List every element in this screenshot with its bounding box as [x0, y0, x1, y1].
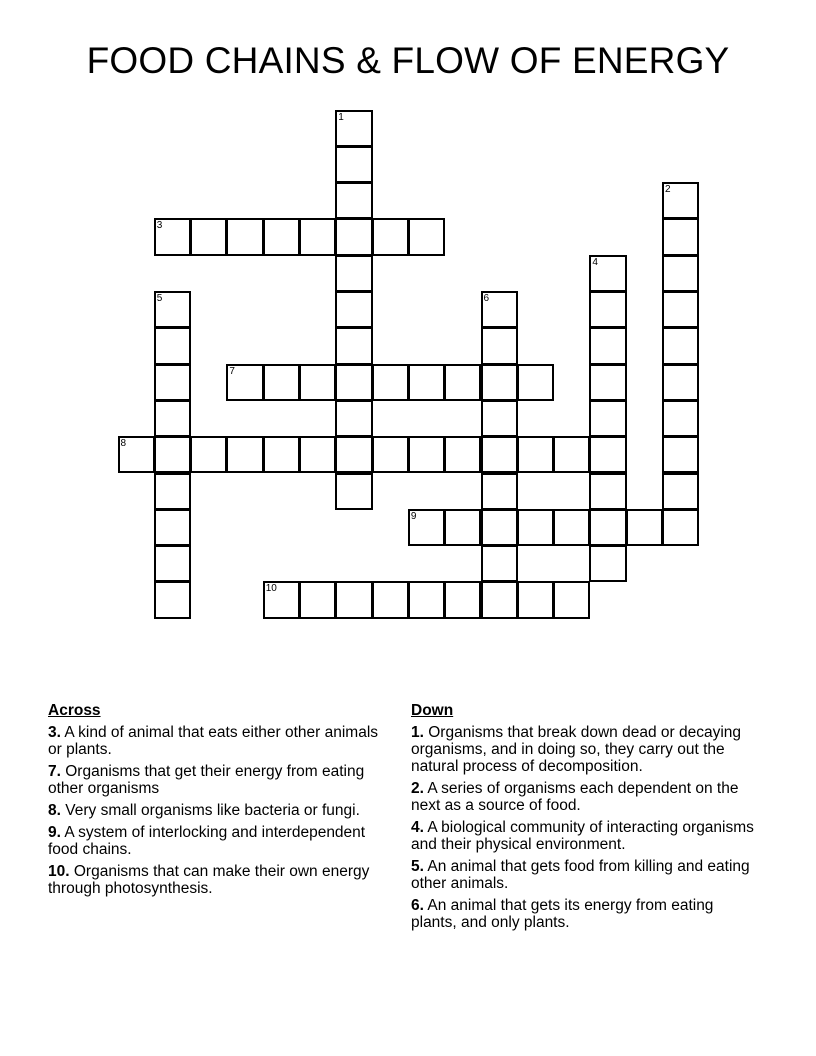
crossword-cell[interactable] — [481, 364, 518, 401]
clue-text: A biological community of interacting organisms and their physical environment. — [411, 819, 754, 853]
clue-text: Very small organisms like bacteria or fungi. — [65, 802, 360, 819]
across-clue-3 — [48, 724, 378, 758]
crossword-cell[interactable] — [589, 327, 626, 364]
crossword-cell[interactable] — [335, 146, 372, 183]
crossword-cell[interactable] — [335, 400, 372, 437]
cell-number: 6 — [483, 293, 490, 304]
clue-text: An animal that gets food from killing and eating other animals. — [411, 858, 750, 892]
cell-number: 4 — [592, 256, 598, 268]
crossword-cell[interactable] — [263, 581, 300, 618]
crossword-cell[interactable] — [553, 509, 590, 546]
crossword-cell[interactable] — [335, 364, 372, 401]
across-clue-8 — [48, 802, 378, 819]
crossword-cell[interactable] — [335, 255, 372, 292]
crossword-cell[interactable] — [481, 436, 518, 473]
clue-number: 7. — [48, 763, 61, 780]
crossword-cell[interactable] — [263, 364, 300, 401]
crossword-cell[interactable] — [626, 509, 663, 546]
clue-text: Organisms that get their energy from eating other organisms — [48, 763, 365, 797]
down-clue-6 — [411, 897, 756, 931]
across-clue-7 — [48, 763, 378, 797]
cell-number: 2 — [665, 184, 671, 196]
crossword-cell[interactable] — [589, 509, 626, 546]
down-heading: Down — [411, 702, 454, 719]
cell-number: 5 — [156, 293, 163, 304]
crossword-cell[interactable] — [335, 218, 372, 255]
crossword-cell[interactable] — [263, 218, 300, 255]
clue-text: A system of interlocking and interdependent food chains. — [48, 824, 366, 858]
crossword-cell[interactable] — [263, 436, 300, 473]
crossword-cell[interactable] — [372, 581, 409, 618]
crossword-cell[interactable] — [154, 400, 191, 437]
clue-number: 8. — [48, 802, 61, 819]
across-clues — [48, 702, 378, 902]
clue-text: Organisms that break down dead or decaying organisms, and in doing so, they carry out the natural process of decomposition. — [411, 724, 742, 775]
crossword-cell[interactable] — [226, 218, 263, 255]
crossword-cell[interactable] — [408, 581, 445, 618]
crossword-cell[interactable] — [662, 327, 699, 364]
crossword-cell[interactable] — [662, 291, 699, 328]
crossword-cell[interactable] — [517, 364, 554, 401]
down-clue-2 — [411, 780, 756, 814]
crossword-cell[interactable] — [662, 182, 699, 219]
crossword-cell[interactable] — [589, 473, 626, 510]
crossword-cell[interactable] — [589, 400, 626, 437]
across-clue-9 — [48, 824, 378, 858]
crossword-cell[interactable] — [372, 364, 409, 401]
crossword-cell[interactable] — [444, 509, 481, 546]
crossword-cell[interactable] — [154, 545, 191, 582]
crossword-cell[interactable] — [408, 436, 445, 473]
crossword-cell[interactable] — [553, 581, 590, 618]
crossword-cell[interactable] — [662, 473, 699, 510]
crossword-cell[interactable] — [481, 400, 518, 437]
crossword-cell[interactable] — [154, 291, 191, 328]
crossword-cell[interactable] — [662, 255, 699, 292]
down-clues — [411, 702, 756, 936]
crossword-cell[interactable] — [335, 581, 372, 618]
crossword-cell[interactable] — [662, 218, 699, 255]
crossword-cell[interactable] — [372, 218, 409, 255]
crossword-cell[interactable] — [517, 581, 554, 618]
clue-text: A kind of animal that eats either other animals or plants. — [48, 724, 379, 758]
crossword-cell[interactable] — [154, 218, 191, 255]
crossword-cell[interactable] — [299, 436, 336, 473]
crossword-cell[interactable] — [589, 291, 626, 328]
crossword-cell[interactable] — [226, 436, 263, 473]
down-clue-5 — [411, 858, 756, 892]
clue-number: 9. — [48, 824, 61, 841]
down-clue-4 — [411, 819, 756, 853]
crossword-cell[interactable] — [190, 436, 227, 473]
clue-number: 4. — [411, 819, 424, 836]
crossword-cell[interactable] — [589, 255, 626, 292]
crossword-cell[interactable] — [335, 182, 372, 219]
cell-number: 8 — [120, 438, 127, 450]
clue-number: 3. — [48, 724, 61, 741]
crossword-cell[interactable] — [190, 218, 227, 255]
clue-text: A series of organisms each dependent on the next as a source of food. — [411, 780, 739, 814]
crossword-cell[interactable] — [408, 364, 445, 401]
crossword-cell[interactable] — [662, 436, 699, 473]
crossword-cell[interactable] — [372, 436, 409, 473]
crossword-cell[interactable] — [299, 581, 336, 618]
crossword-cell[interactable] — [299, 364, 336, 401]
crossword-cell[interactable] — [481, 545, 518, 582]
crossword-cell[interactable] — [553, 436, 590, 473]
crossword-cell[interactable] — [154, 436, 191, 473]
across-heading: Across — [48, 702, 101, 719]
clue-number: 5. — [411, 858, 424, 875]
crossword-cell[interactable] — [154, 327, 191, 364]
crossword-cell[interactable] — [517, 509, 554, 546]
crossword-cell[interactable] — [335, 436, 372, 473]
cell-number: 7 — [229, 365, 235, 377]
crossword-cell[interactable] — [444, 581, 481, 618]
crossword-cell[interactable] — [154, 364, 191, 401]
clue-number: 6. — [411, 897, 424, 914]
clue-number: 1. — [411, 724, 424, 741]
page-title: FOOD CHAINS & FLOW OF ENERGY — [86, 40, 730, 81]
crossword-cell[interactable] — [662, 364, 699, 401]
crossword-cell[interactable] — [481, 327, 518, 364]
crossword-cell[interactable] — [154, 581, 191, 618]
cell-number: 9 — [410, 510, 417, 522]
crossword-cell[interactable] — [408, 218, 445, 255]
crossword-cell[interactable] — [335, 473, 372, 510]
crossword-cell[interactable] — [335, 291, 372, 328]
crossword-cell[interactable] — [299, 218, 336, 255]
crossword-cell[interactable] — [335, 327, 372, 364]
crossword-cell[interactable] — [154, 509, 191, 546]
crossword-cell[interactable] — [662, 400, 699, 437]
down-clue-1 — [411, 724, 756, 775]
crossword-cell[interactable] — [226, 364, 263, 401]
crossword-cell[interactable] — [662, 509, 699, 546]
crossword-cell[interactable] — [589, 436, 626, 473]
clue-text: Organisms that can make their own energy through photosynthesis. — [48, 863, 370, 897]
cell-number: 10 — [265, 583, 277, 595]
crossword-cell[interactable] — [444, 436, 481, 473]
crossword-cell[interactable] — [154, 473, 191, 510]
crossword-cell[interactable] — [335, 110, 372, 147]
cell-number: 3 — [156, 220, 163, 232]
clue-text: An animal that gets its energy from eating plants, and only plants. — [411, 897, 714, 931]
crossword-cell[interactable] — [589, 545, 626, 582]
clue-number: 2. — [411, 780, 424, 797]
clue-number: 10. — [48, 863, 70, 880]
cell-number: 1 — [338, 111, 344, 123]
crossword-cell[interactable] — [444, 364, 481, 401]
crossword-cell[interactable] — [517, 436, 554, 473]
crossword-cell[interactable] — [481, 291, 518, 328]
crossword-cell[interactable] — [481, 581, 518, 618]
crossword-cell[interactable] — [481, 509, 518, 546]
crossword-cell[interactable] — [408, 509, 445, 546]
crossword-cell[interactable] — [589, 364, 626, 401]
crossword-cell[interactable] — [118, 436, 155, 473]
crossword-cell[interactable] — [481, 473, 518, 510]
across-clue-10 — [48, 863, 378, 897]
